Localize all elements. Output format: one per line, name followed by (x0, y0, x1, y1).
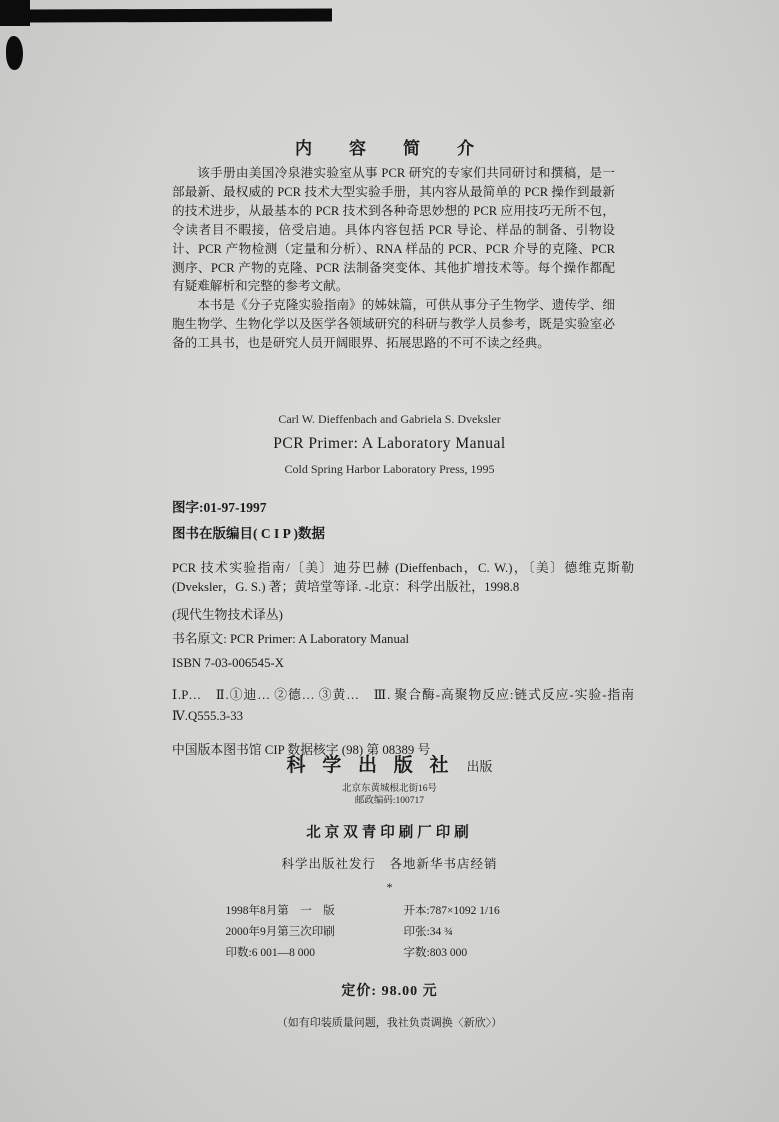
sheets-info: 印张:34 ¾ (403, 926, 453, 938)
wordcount-info: 字数:803 000 (403, 947, 468, 959)
original-edition-block (0, 412, 779, 477)
printing-info: 2000年9月第三次印刷 (225, 926, 335, 938)
colophon-block (0, 750, 779, 1030)
cip-heading: 图书在版编目( C I P )数据 (172, 525, 325, 541)
price-line: 定价: 98.00 元 (341, 984, 438, 999)
publisher-postcode: 邮政编码:100717 (354, 796, 425, 806)
scan-artifact-smudge (6, 36, 23, 70)
original-press: Cold Spring Harbor Laboratory Press, 1995 (284, 462, 495, 476)
publisher-line (0, 750, 779, 777)
original-title-note: 书名原文: PCR Primer: A Laboratory Manual (172, 631, 410, 646)
original-authors: Carl W. Dieffenbach and Gabriela S. Dveksler (278, 412, 501, 426)
printing-row (226, 922, 554, 943)
publisher-address: 北京东黄城根北街16号 (341, 784, 437, 794)
original-title: PCR Primer: A Laboratory Manual (273, 435, 506, 452)
section-title-content-intro: 内 容 简 介 (295, 139, 484, 158)
cip-classification: Ⅰ.P… Ⅱ.①迪… ②德… ③黄… Ⅲ. 聚合酶-高聚物反应:链式反应-实验-指南 Ⅳ.Q555.3-33 (172, 687, 647, 723)
cip-registry-number: 中国版本图书馆 CIP 数据核字 (98) 第 08389 号 (172, 742, 431, 757)
printing-row (226, 943, 554, 964)
printing-details-table (226, 901, 554, 964)
series-title: (现代生物技术译丛) (172, 608, 283, 622)
content-intro-body (172, 164, 615, 353)
intro-paragraph-1: 该手册由美国冷泉港实验室从事 PCR 研究的专家们共同研讨和撰稿，是一部最新、最权威的 PCR 技术大型实验手册，其内容从最简单的 PCR 操作到最新的技术进步，从最基本的 PCR 技术到各种奇思妙想的 PCR 应用技巧无所不包，令读者目不暇接，倍受启迪。具体内容包括 PCR 导论、样品的制备、引物设计、PCR 产物检测（定量和分析）、RNA 样品的 PCR、PCR 介导的克隆、PCR 测序、PCR 产物的克隆、PCR 法制备突变体、其他扩增技术等。每个操作都配有疑难解析和完整的参考文献。 (172, 166, 615, 294)
printing-row (226, 901, 554, 922)
license-number: 图字:01-97-1997 (172, 500, 267, 515)
publisher-suffix: 出版 (466, 759, 493, 774)
distribution-line: 科学出版社发行 各地新华书店经销 (281, 857, 498, 871)
printer-line: 北京双青印刷厂印刷 (306, 825, 473, 841)
cip-block (172, 499, 647, 759)
format-info: 开本:787×1092 1/16 (403, 905, 500, 917)
divider-asterisk: * (386, 880, 393, 894)
quality-note: （如有印装质量问题，我社负责调换〈新欣〉） (276, 1017, 503, 1029)
copies-info: 印数:6 001—8 000 (225, 947, 315, 959)
scan-artifact-bar (30, 8, 332, 22)
edition-info: 1998年8月第 一 版 (225, 905, 335, 917)
publisher-name: 科 学 出 版 社 (286, 755, 455, 776)
scan-artifact-corner (0, 0, 30, 26)
intro-paragraph-2: 本书是《分子克隆实验指南》的姊妹篇，可供从事分子生物学、遗传学、细胞生物学、生物化学以及医学各领域研究的科研与教学人员参考，既是实验室必备的工具书，也是研究人员开阔眼界、拓展思路的不可不读之经典。 (172, 298, 615, 351)
isbn: ISBN 7-03-006545-X (172, 656, 284, 670)
cip-entry: PCR 技术实验指南/〔美〕迪芬巴赫 (Dieffenbach，C. W.)，〔美〕德维克斯勒 (Dveksler，G. S.) 著；黄培堂等译. -北京：科学出版社，1998.8 (172, 561, 634, 594)
